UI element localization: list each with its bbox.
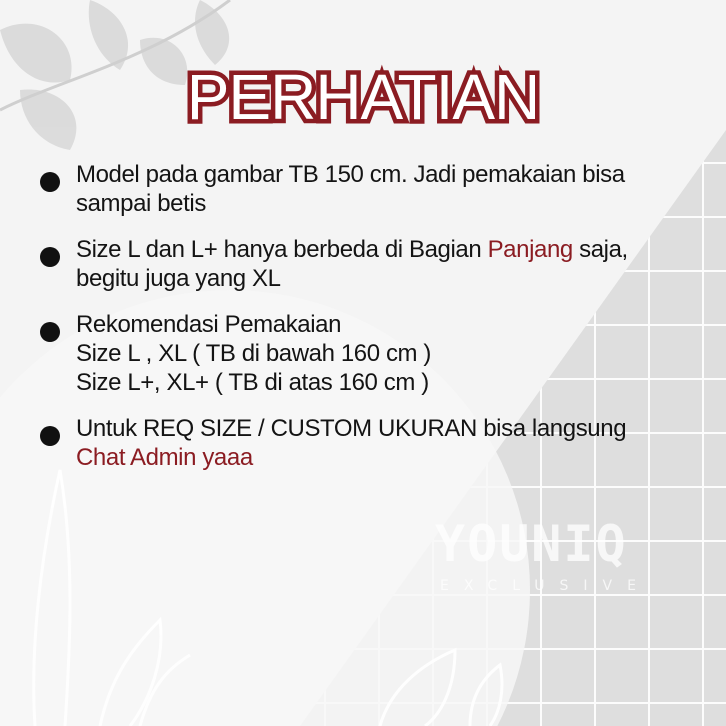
page-title: PERHATIAN: [186, 61, 540, 133]
item-text-part: saja,: [572, 236, 628, 263]
list-item: [40, 414, 700, 472]
item-text: sampai betis: [76, 190, 206, 217]
list-item: [40, 235, 700, 293]
item-text: Size L , XL ( TB di bawah 160 cm ): [76, 340, 432, 367]
list-item: [40, 160, 700, 218]
item-text: begitu juga yang XL: [76, 265, 281, 292]
highlight-text: Panjang: [487, 236, 573, 263]
item-text: [76, 235, 700, 264]
bullet-icon: [40, 426, 60, 446]
item-text: Size L+, XL+ ( TB di atas 160 cm ): [76, 369, 429, 396]
bullet-icon: [40, 247, 60, 267]
bullet-icon: [40, 172, 60, 192]
notice-list: [40, 160, 700, 489]
watermark-subtitle: EXCLUSIVE: [440, 578, 651, 594]
item-text: Untuk REQ SIZE / CUSTOM UKURAN bisa langsung: [76, 415, 627, 442]
item-text: Rekomendasi Pemakaian: [76, 311, 342, 338]
watermark-brand: YOUNIQ: [435, 515, 628, 573]
bullet-icon: [40, 322, 60, 342]
chat-admin-text: Chat Admin yaaa: [76, 444, 253, 471]
list-item: [40, 310, 700, 397]
item-text: Model pada gambar TB 150 cm. Jadi pemakaian bisa: [76, 161, 625, 188]
item-text-part: Size L dan L+ hanya berbeda di Bagian: [76, 236, 488, 263]
